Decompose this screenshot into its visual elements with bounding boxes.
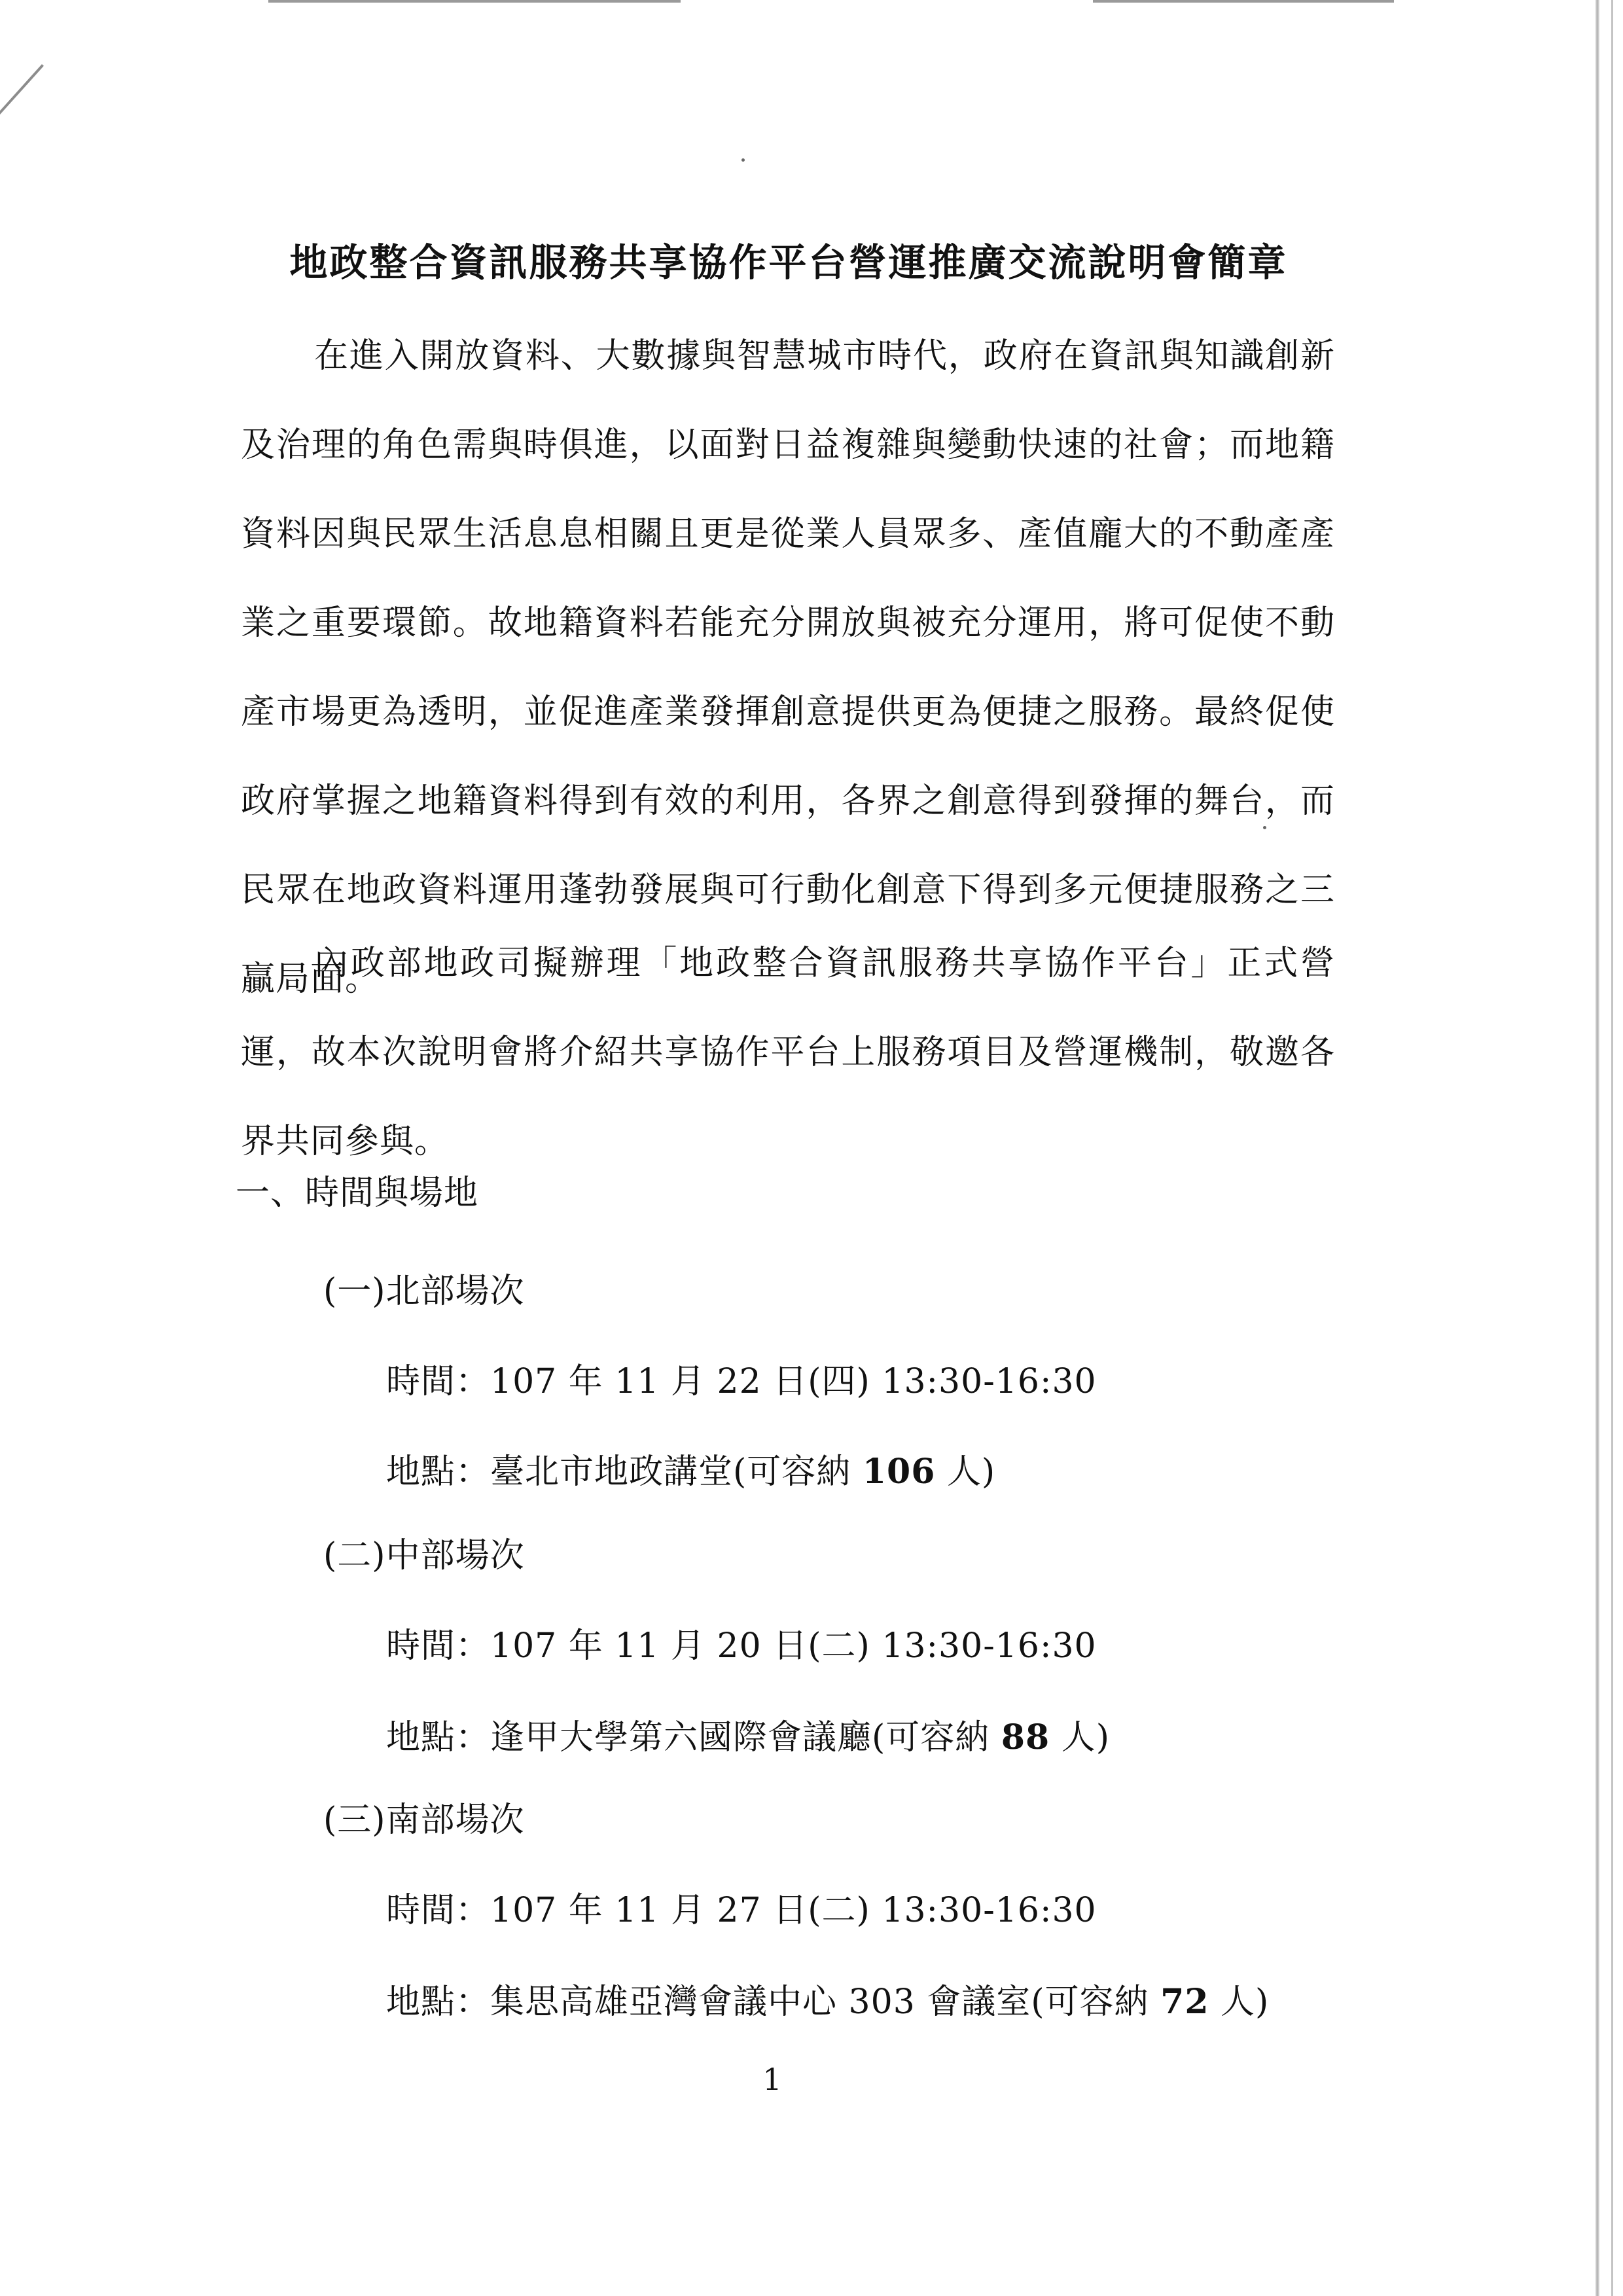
scan-right-edge: [1596, 0, 1599, 2296]
intro-paragraph: 在進入開放資料、大數據與智慧城市時代，政府在資訊與知識創新及治理的角色需與時俱進，以面對日益複雜與變動快速的社會；而地籍資料因與民眾生活息息相關且更是從業人員眾多、產值龐大的不動產產業之重要環節。故地籍資料若能充分開放與被充分運用，將可促使不動產市場更為透明，並促進產業發揮創意提供更為便捷之服務。最終促使政府掌握之地籍資料得到有效的利用，各界之創意得到發揮的舞台，而民眾在地政資料運用蓬勃發展與可行動化創意下得到多元便捷服務之三贏局面。: [241, 336, 1335, 999]
session-central-time: [386, 1623, 1097, 1669]
place-text: 地點：集思高雄亞灣會議中心 303 會議室(可容納: [386, 1982, 1161, 2022]
page-number: 1: [762, 2062, 782, 2097]
purpose-paragraph: 內政部地政司擬辦理「地政整合資訊服務共享協作平台」正式營運，故本次說明會將介紹共享協作平台上服務項目及營運機制，敬邀各界共同參與。: [241, 944, 1335, 1161]
pen-mark: [0, 64, 44, 124]
capacity-number: 88: [1001, 1717, 1050, 1757]
place-text: 地點：逢甲大學第六國際會議廳(可容納: [386, 1718, 1001, 1757]
session-central-label: (二)中部場次: [323, 1536, 525, 1575]
scan-right-edge-inner: [1611, 0, 1613, 2296]
session-south-place: [386, 1979, 1269, 2025]
section-heading-time-venue: 一、時間與場地: [236, 1174, 479, 1213]
session-north-time: [386, 1359, 1097, 1405]
document-title: 地政整合資訊服務共享協作平台營運推廣交流說明會簡章: [289, 240, 1288, 285]
time-prefix: 時間：: [386, 1891, 491, 1930]
scan-top-border-left: [268, 0, 681, 3]
capacity-number: 72: [1160, 1982, 1209, 2022]
place-suffix: 人): [1209, 1982, 1270, 2022]
session-time-value: 107 年 11 月 22 日(四) 13:30-16:30: [490, 1362, 1097, 1401]
session-north-label: (一)北部場次: [323, 1272, 525, 1311]
session-central-place: [386, 1715, 1110, 1761]
place-text: 地點：臺北市地政講堂(可容納: [386, 1452, 863, 1492]
session-south-label: (三)南部場次: [323, 1801, 525, 1840]
place-suffix: 人): [935, 1452, 996, 1492]
time-prefix: 時間：: [386, 1362, 491, 1401]
session-time-value: 107 年 11 月 20 日(二) 13:30-16:30: [490, 1626, 1097, 1666]
scan-speck: [741, 158, 745, 162]
session-time-value: 107 年 11 月 27 日(二) 13:30-16:30: [490, 1891, 1097, 1930]
time-prefix: 時間：: [386, 1626, 491, 1666]
scan-top-border-right: [1093, 0, 1394, 3]
session-south-time: [386, 1888, 1097, 1933]
session-north-place: [386, 1449, 995, 1495]
place-suffix: 人): [1050, 1718, 1111, 1757]
capacity-number: 106: [862, 1452, 936, 1492]
